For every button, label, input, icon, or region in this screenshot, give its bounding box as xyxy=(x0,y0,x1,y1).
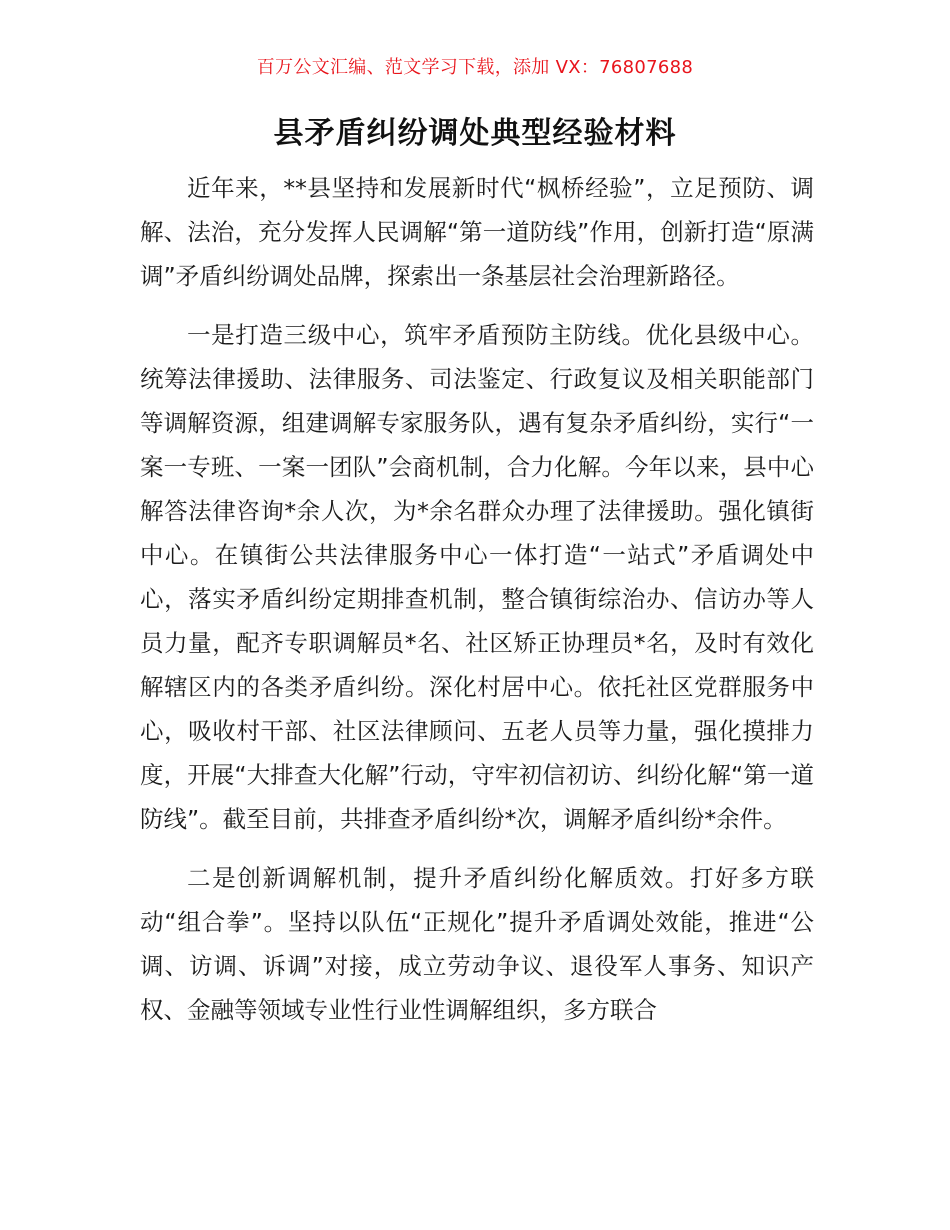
promo-header-banner: 百万公文汇编、范文学习下载，添加 VX：76807688 xyxy=(256,57,694,78)
document-body xyxy=(140,166,814,1047)
paragraph-point-two: 二是创新调解机制，提升矛盾纠纷化解质效。打好多方联动“组合拳”。坚持以队伍“正规化”提升矛盾调处效能，推进“公调、访调、诉调”对接，成立劳动争议、退役军人事务、知识产权、金融等领域专业性行业性调解组织，多方联合 xyxy=(140,864,814,1024)
paragraph-point-one: 一是打造三级中心，筑牢矛盾预防主防线。优化县级中心。统筹法律援助、法律服务、司法鉴定、行政复议及相关职能部门等调解资源，组建调解专家服务队，遇有复杂矛盾纠纷，实行“一案一专班、一案一团队”会商机制，合力化解。今年以来，县中心解答法律咨询*余人次，为*余名群众办理了法律援助。强化镇街中心。在镇街公共法律服务中心一体打造“一站式”矛盾调处中心，落实矛盾纠纷定期排查机制，整合镇街综治办、信访办等人员力量，配齐专职调解员*名、社区矫正协理员*名，及时有效化解辖区内的各类矛盾纠纷。深化村居中心。依托社区党群服务中心，吸收村干部、社区法律顾问、五老人员等力量，强化摸排力度，开展“大排查大化解”行动，守牢初信初访、纠纷化解“第一道防线”。截至目前，共排查矛盾纠纷*次，调解矛盾纠纷*余件。 xyxy=(140,321,814,833)
paragraph-intro: 近年来，**县坚持和发展新时代“枫桥经验”，立足预防、调解、法治，充分发挥人民调解“第一道防线”作用，创新打造“原满调”矛盾纠纷调处品牌，探索出一条基层社会治理新路径。 xyxy=(140,174,814,290)
document-title: 县矛盾纠纷调处典型经验材料 xyxy=(273,116,677,151)
